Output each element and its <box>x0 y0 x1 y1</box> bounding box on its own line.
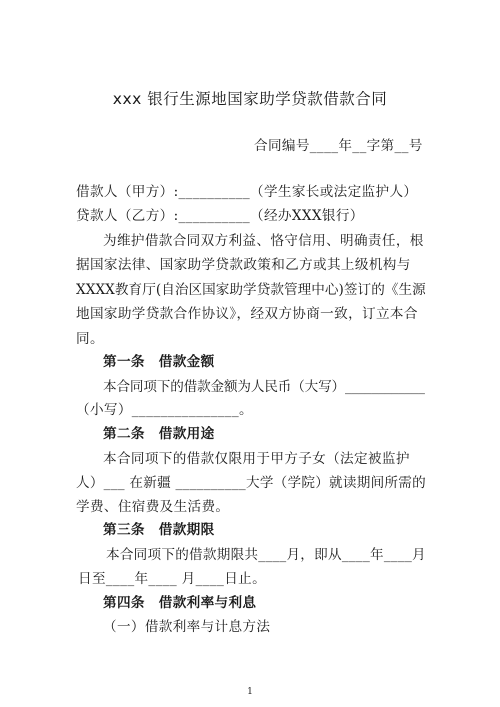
article-1-heading: 第一条 借款金额 <box>103 354 215 370</box>
article-3-heading: 第三条 借款期限 <box>103 522 215 538</box>
preamble-line: 为维护借款合同双方利益、恪守信用、明确责任，根 <box>103 233 424 249</box>
article-3-line: 日至____年____ 月____日止。 <box>78 571 267 587</box>
preamble-line: 地国家助学贷款合作协议》，经双方协商一致，订立本合 <box>76 306 418 322</box>
borrower-line: 借款人（甲方）:__________（学生家长或法定监护人） <box>76 184 418 200</box>
article-2-heading: 第二条 借款用途 <box>103 426 215 442</box>
article-1-line: （小写）_______________。 <box>76 402 253 418</box>
preamble-line: 同。 <box>76 331 104 347</box>
document-title: xxx 银行生源地国家助学贷款借款合同 <box>112 90 388 108</box>
article-4-line: （一）借款利率与计息方法 <box>103 619 271 635</box>
article-2-line: 本合同项下的借款仅限用于甲方子女（法定被监护 <box>103 451 410 467</box>
lender-line: 贷款人（乙方）:__________（经办XXX银行） <box>76 208 364 224</box>
article-1-line: 本合同项下的借款金额为人民币（大写）____________ <box>103 379 425 395</box>
article-4-heading: 第四条 借款利率与利息 <box>103 595 257 611</box>
preamble-line: 据国家法律、国家助学贷款政策和乙方或其上级机构与 <box>76 257 411 273</box>
preamble-line: XXXX教育厅(自治区国家助学贷款管理中心)签订的《生源 <box>76 282 426 298</box>
article-2-line: 人）___ 在新疆 __________大学（学院）就读期间所需的 <box>76 475 426 491</box>
article-2-line: 学费、住宿费及生活费。 <box>76 499 230 515</box>
article-3-line: 本合同项下的借款期限共____月，即从____年____月 <box>106 547 426 563</box>
contract-number: 合同编号____年__字第__号 <box>254 138 423 154</box>
page-number: 1 <box>247 687 253 697</box>
